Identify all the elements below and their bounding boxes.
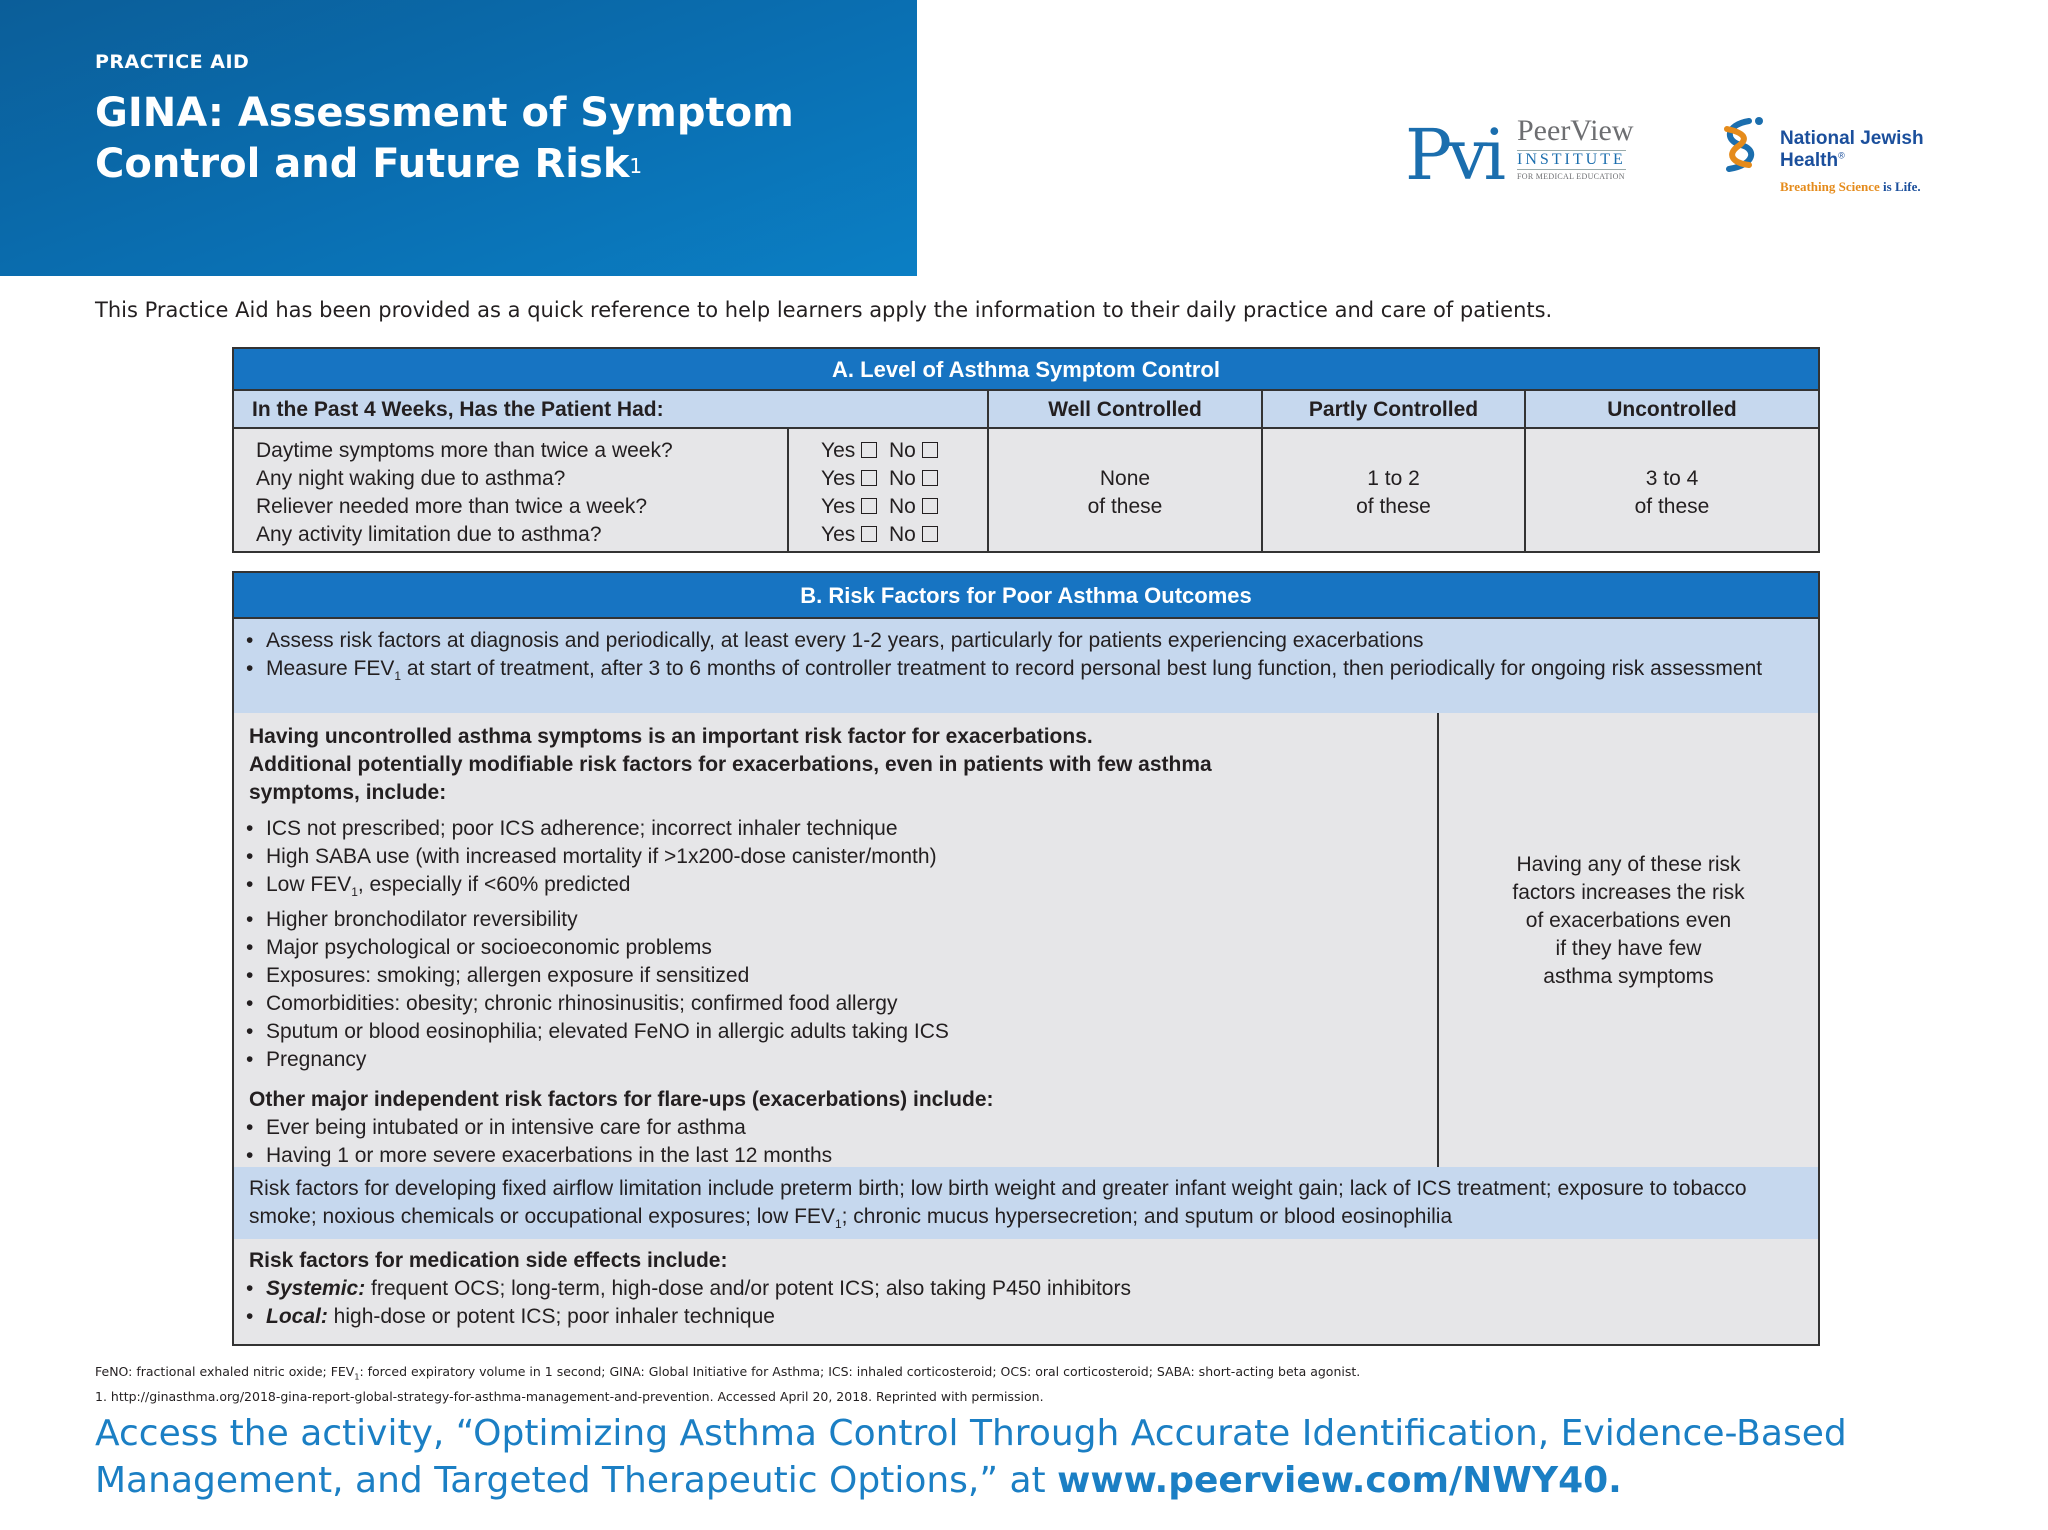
assess-text: at start of treatment, after 3 to 6 months of controller treatment to record personal best lung function, then periodically for ongoing risk assessment [401,657,1763,680]
other-risk-bullet: • Ever being intubated or in intensive care for asthma [234,1114,1359,1142]
other-risk-bullet: • Having 1 or more severe exacerbations in the last 12 months [234,1142,1359,1170]
no-checkbox[interactable] [922,498,938,514]
risk-bullet [234,871,1359,906]
yes-no-column [821,437,938,549]
symptom-control-body [234,429,1818,551]
fev-subscript: 1 [834,1217,842,1232]
yes-no-row [821,437,938,465]
partly-controlled-value [1263,465,1524,521]
nj-registered-mark: ® [1838,150,1845,161]
yes-checkbox[interactable] [861,498,877,514]
footnotes [95,1362,1360,1406]
partly-line1: 1 to 2 [1367,467,1420,490]
page-title [95,88,895,190]
no-checkbox[interactable] [922,526,938,542]
question-item: Reliever needed more than twice a week? [256,495,648,518]
local-label: Local: [266,1305,328,1328]
yes-no-row [821,521,938,549]
assessment-section [234,617,1818,713]
risk-bullet: • Sputum or blood eosinophilia; elevated FeNO in allergic adults taking ICS [234,1018,1359,1046]
other-risk-heading: Other major independent risk factors for flare-ups (exacerbations) include: [249,1088,994,1112]
uncontrolled-line1: 3 to 4 [1645,467,1699,490]
uncontrolled-line2: of these [1634,495,1710,518]
fev-text: Measure FEV [266,657,395,680]
peerview-institute: INSTITUTE [1517,151,1626,168]
uncontrolled-intro-2: Additional potentially modifiable risk factors for exacerbations, even in patients with few asthma symptoms, include: [249,753,1212,804]
side-note-line: if they have few [1555,937,1702,960]
intro-text: This Practice Aid has been provided as a quick reference to help learners apply the information to their daily practice and care of patients. [95,298,1553,322]
systemic-text: frequent OCS; long-term, high-dose and/or potent ICS; also taking P450 inhibitors [365,1277,1131,1300]
risk-bullet: • ICS not prescribed; poor ICS adherence; incorrect inhaler technique [234,815,1359,843]
peerview-tagline: FOR MEDICAL EDUCATION [1517,172,1625,181]
medication-bullet [234,1303,1803,1331]
local-text: high-dose or potent ICS; poor inhaler technique [327,1305,775,1328]
header-partly-controlled: Partly Controlled [1308,398,1479,421]
activity-call-to-action [95,1410,2015,1504]
fev-subscript: 1 [351,885,358,900]
yes-label: Yes [821,467,856,490]
yes-label: Yes [821,495,856,518]
side-note-line: factors increases the risk [1512,881,1745,904]
risk-factors-table [232,571,1820,1346]
symptom-control-title: A. Level of Asthma Symptom Control [234,349,1818,389]
risk-bullet: • Major psychological or socioeconomic problems [234,934,1359,962]
no-label: No [888,439,916,462]
assessment-bullet [234,655,1800,690]
no-checkbox[interactable] [922,442,938,458]
risk-factors-title: B. Risk Factors for Poor Asthma Outcomes [234,573,1818,617]
question-item: Any night waking due to asthma? [256,467,566,490]
no-label: No [888,523,916,546]
no-label: No [888,495,916,518]
risk-bullet: • Exposures: smoking; allergen exposure if sensitized [234,962,1359,990]
yes-no-row [821,493,938,521]
risk-bullet: • Comorbidities: obesity; chronic rhinosinusitis; confirmed food allergy [234,990,1359,1018]
abbreviations [95,1362,1360,1387]
fixed-airflow-section [234,1167,1818,1239]
risk-bullet: • High SABA use (with increased mortality if >1x200-dose canister/month) [234,843,1359,871]
medication-heading: Risk factors for medication side effects include: [249,1249,728,1272]
side-note-line: asthma symptoms [1543,965,1714,988]
well-controlled-value [989,465,1261,521]
peerview-name: PeerView [1517,114,1634,147]
nj-name-line2 [1780,150,1845,172]
helix-icon [1715,115,1767,175]
yes-no-row [821,465,938,493]
assessment-bullet: • Assess risk factors at diagnosis and periodically, at least every 1-2 years, particularly for patients experiencing exacerbations [234,627,1800,655]
activity-link[interactable]: www.peerview.com/NWY40. [1057,1460,1622,1501]
title-reference: 1 [629,154,643,178]
systemic-label: Systemic: [266,1277,366,1300]
fixed-airflow-post: ; chronic mucus hypersecretion; and sputum or blood eosinophilia [841,1205,1453,1228]
header-question: In the Past 4 Weeks, Has the Patient Had: [252,398,664,421]
well-line2: of these [1087,495,1163,518]
medication-bullet [234,1275,1803,1303]
symptom-control-table [232,347,1820,553]
nj-name-line1: National Jewish [1780,128,1924,149]
side-note-line: Having any of these risk [1516,853,1741,876]
nj-tagline-part1: Breathing Science [1780,179,1884,194]
partly-line2: of these [1356,495,1431,518]
uncontrolled-value [1526,465,1818,521]
risk-side-note [1439,851,1818,991]
modifiable-risk-section [234,713,1818,1167]
risk-bullet: • Pregnancy [234,1046,1359,1074]
question-item: Daytime symptoms more than twice a week? [256,439,673,462]
yes-checkbox[interactable] [861,442,877,458]
medication-side-effects-section [234,1239,1818,1344]
column-divider [987,389,989,551]
modifiable-risk-content [249,723,1359,1170]
header-uncontrolled: Uncontrolled [1607,398,1737,421]
symptom-control-header-row [234,389,1818,429]
abbrev-post: : forced expiratory volume in 1 second; GINA: Global Initiative for Asthma; ICS: inhaled corticosteroid; OCS: oral corticosteroid; SABA: short-acting beta agonist. [359,1364,1361,1379]
yes-checkbox[interactable] [861,470,877,486]
yes-label: Yes [821,523,856,546]
nj-tagline-part2: is Life. [1883,179,1921,194]
risk-bullet: • Higher bronchodilator reversibility [234,906,1359,934]
no-checkbox[interactable] [922,470,938,486]
well-line1: None [1099,467,1151,490]
title-text: GINA: Assessment of Symptom Control and Future Risk [95,90,794,187]
abbrev-text: FeNO: fractional exhaled nitric oxide; FEV [95,1364,355,1379]
low-fev-post: , especially if <60% predicted [357,873,631,896]
no-label: No [888,467,916,490]
national-jewish-health-logo [1715,105,2015,205]
cta-text: Access the activity, “Optimizing Asthma Control Through Accurate Identification, Evidence-Based Management, and Targeted Therapeutic Options,” at [95,1413,1847,1501]
peerview-mark: Pvi [1405,114,1503,196]
uncontrolled-intro-1: Having uncontrolled asthma symptoms is an important risk factor for exacerbations. [249,725,1093,748]
fev-subscript: 1 [354,1372,360,1382]
reference-1: 1. http://ginasthma.org/2018-gina-report-global-strategy-for-asthma-management-and-prevention. Accessed April 20, 2018. Reprinted with permission. [95,1388,1044,1404]
fev-subscript: 1 [394,669,402,684]
practice-aid-label: PRACTICE AID [95,51,250,73]
column-divider [1261,389,1263,551]
nj-tagline [1780,179,1921,195]
yes-label: Yes [821,439,856,462]
yes-checkbox[interactable] [861,526,877,542]
question-list [256,437,673,549]
column-divider [1524,389,1526,551]
question-item: Any activity limitation due to asthma? [256,523,602,546]
fixed-airflow-text: Risk factors for developing fixed airflow limitation include preterm birth; low birth weight and greater infant weight gain; lack of ICS treatment; exposure to tobacco smoke; noxious chemicals or occupational exposures; low FEV [249,1177,1747,1228]
column-divider [787,429,789,551]
side-note-line: of exacerbations even [1525,909,1732,932]
peerview-logo [1405,110,1655,205]
header-well-controlled: Well Controlled [1048,398,1202,421]
low-fev-text: Low FEV [266,873,352,896]
nj-name-line2-text: Health [1780,150,1839,171]
